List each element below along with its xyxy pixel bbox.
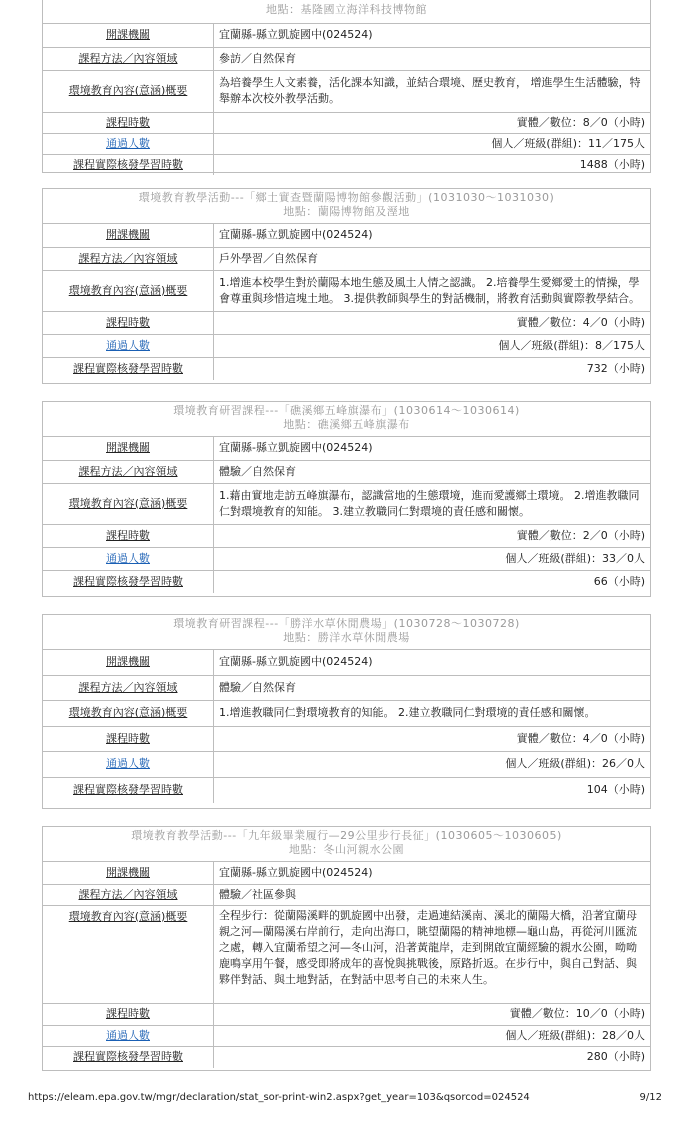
content-label: 環境教育內容(意涵)概要 (43, 270, 214, 311)
people-value: 個人／班級(群組)：28／0人 (214, 1025, 651, 1046)
course-location: 地點：勝洋水草休閒農場 (283, 631, 410, 644)
course-location: 地點：礁溪鄉五峰旗瀑布 (283, 418, 410, 431)
content-label: 環境教育內容(意涵)概要 (43, 483, 214, 524)
people-value: 個人／班級(群組)：8／175人 (214, 334, 651, 357)
hours-label: 課程時數 (43, 524, 214, 547)
course-location: 地點：冬山河親水公園 (289, 843, 404, 856)
course-location: 地點：蘭陽博物館及溼地 (283, 205, 410, 218)
org-value: 宜蘭縣-縣立凱旋國中(024524) (214, 224, 651, 247)
course-location: 地點：基隆國立海洋科技博物館 (266, 3, 427, 16)
page-url: https://eleam.epa.gov.tw/mgr/declaration/stat_sor-print-win2.aspx?get_year=103&qsorcod=024524 (28, 1092, 530, 1103)
course-header (43, 0, 650, 24)
hours-label: 課程時數 (43, 311, 214, 334)
hours-label: 課程時數 (43, 1003, 214, 1025)
method-value: 體驗／自然保育 (214, 460, 651, 483)
course-title: 環境教育研習課程---「礁溪鄉五峰旗瀑布」(1030614～1030614) (173, 404, 520, 417)
total-value: 104（小時) (214, 777, 651, 803)
course-header (43, 615, 650, 650)
method-label: 課程方法／內容領域 (43, 675, 214, 700)
org-label: 開課機關 (43, 862, 214, 884)
method-value: 體驗／社區參與 (214, 884, 651, 905)
method-label: 課程方法／內容領域 (43, 460, 214, 483)
course-title: 環境教育研習課程---「勝洋水草休閒農場」(1030728～1030728) (173, 617, 520, 630)
total-label: 課程實際核發學習時數 (43, 154, 214, 175)
org-label: 開課機關 (43, 437, 214, 460)
content-label: 環境教育內容(意涵)概要 (43, 700, 214, 726)
people-link[interactable]: 通過人數 (43, 1025, 214, 1046)
people-link[interactable]: 通過人數 (43, 547, 214, 570)
org-value: 宜蘭縣-縣立凱旋國中(024524) (214, 650, 651, 675)
method-label: 課程方法／內容領域 (43, 47, 214, 70)
hours-label: 課程時數 (43, 112, 214, 133)
total-value: 66（小時) (214, 570, 651, 593)
people-value: 個人／班級(群組)：11／175人 (214, 133, 651, 154)
people-value: 個人／班級(群組)：33／0人 (214, 547, 651, 570)
total-label: 課程實際核發學習時數 (43, 357, 214, 380)
content-value: 1.增進教職同仁對環境教育的知能。 2.建立教職同仁對環境的責任感和關懷。 (214, 700, 651, 726)
content-label: 環境教育內容(意涵)概要 (43, 70, 214, 112)
page-number: 9/12 (639, 1092, 662, 1103)
content-value: 1.藉由實地走訪五峰旗瀑布，認識當地的生態環境，進而愛護鄉土環境。 2.增進教職同仁對環境教育的知能。 3.建立教職同仁對環境的責任感和關懷。 (214, 483, 651, 524)
hours-value: 實體／數位：10／0（小時) (214, 1003, 651, 1025)
course-table (43, 24, 650, 175)
method-value: 參訪／自然保育 (214, 47, 651, 70)
total-value: 280（小時) (214, 1046, 651, 1068)
method-label: 課程方法／內容領域 (43, 884, 214, 905)
org-value: 宜蘭縣-縣立凱旋國中(024524) (214, 24, 651, 47)
course-table (43, 224, 650, 380)
org-value: 宜蘭縣-縣立凱旋國中(024524) (214, 862, 651, 884)
course-header (43, 402, 650, 437)
course-table (43, 650, 650, 803)
course-title: 環境教育教學活動---「鄉土實查暨蘭陽博物館參觀活動」(1031030～1031030) (138, 191, 555, 204)
hours-value: 實體／數位：4／0（小時) (214, 311, 651, 334)
content-value: 全程步行：從蘭陽溪畔的凱旋國中出發，走過連結溪南、溪北的蘭陽大橋，沿著宜蘭母親之河—蘭陽溪右岸前行，走向出海口，眺望蘭陽的精神地標—龜山島，再從河川匯流之處，轉入宜蘭希望之河—冬山河，沿著黃龍岸，走到開啟宜蘭經驗的親水公園，呦呦鹿鳴享用午餐，感受即將成年的喜悅與挑戰後，原路折返。在步行中，與自己對話、與夥伴對話、與土地對話，在對話中思考自己的未來人生。 (214, 905, 651, 1003)
total-value: 732（小時) (214, 357, 651, 380)
hours-label: 課程時數 (43, 726, 214, 751)
org-value: 宜蘭縣-縣立凱旋國中(024524) (214, 437, 651, 460)
hours-value: 實體／數位：2／0（小時) (214, 524, 651, 547)
course-record (42, 188, 651, 384)
method-value: 體驗／自然保育 (214, 675, 651, 700)
course-table (43, 862, 650, 1068)
org-label: 開課機關 (43, 24, 214, 47)
people-link[interactable]: 通過人數 (43, 334, 214, 357)
course-header (43, 189, 650, 224)
content-value: 為培養學生人文素養，活化課本知識，並結合環境、歷史教育， 增進學生生活體驗，特舉辦本次校外教學活動。 (214, 70, 651, 112)
people-link[interactable]: 通過人數 (43, 751, 214, 777)
total-value: 1488（小時) (214, 154, 651, 175)
people-value: 個人／班級(群組)：26／0人 (214, 751, 651, 777)
method-value: 戶外學習／自然保育 (214, 247, 651, 270)
course-record (42, 614, 651, 809)
content-value: 1.增進本校學生對於蘭陽本地生態及風土人情之認識。 2.培養學生愛鄉愛土的情操，學會尊重與珍惜這塊土地。 3.提供教師與學生的對話機制，將教育活動與實際教學結合。 (214, 270, 651, 311)
org-label: 開課機關 (43, 650, 214, 675)
method-label: 課程方法／內容領域 (43, 247, 214, 270)
course-header (43, 827, 650, 862)
hours-value: 實體／數位：8／0（小時) (214, 112, 651, 133)
total-label: 課程實際核發學習時數 (43, 777, 214, 803)
content-label: 環境教育內容(意涵)概要 (43, 905, 214, 1003)
course-record (42, 0, 651, 173)
course-title: 環境教育教學活動---「九年級畢業履行—29公里步行長征」(1030605～1030605) (131, 829, 562, 842)
org-label: 開課機關 (43, 224, 214, 247)
total-label: 課程實際核發學習時數 (43, 570, 214, 593)
hours-value: 實體／數位：4／0（小時) (214, 726, 651, 751)
course-record (42, 401, 651, 597)
total-label: 課程實際核發學習時數 (43, 1046, 214, 1068)
course-record (42, 826, 651, 1071)
course-table (43, 437, 650, 593)
people-link[interactable]: 通過人數 (43, 133, 214, 154)
